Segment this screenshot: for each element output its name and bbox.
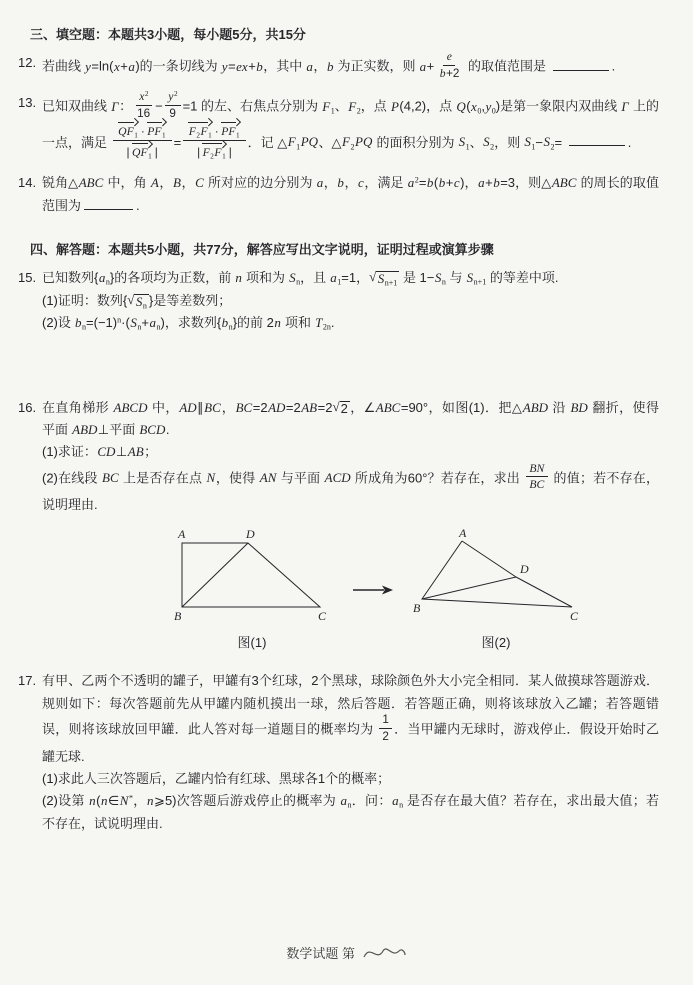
- fig2-label-D: D: [520, 561, 529, 576]
- fig2-label-A: A: [459, 526, 467, 540]
- fig2-label-C: C: [570, 608, 579, 623]
- trapezoid-outline: [182, 543, 320, 607]
- problem-16-part-1: (1)求证：CD⊥AB；: [42, 444, 158, 460]
- fig1-label-C: C: [318, 608, 327, 623]
- problem-16-part-2: (2)在线段 BC 上是否存在点 N，使得 AN 与平面 ACD 所成角为60°？若存在，求出 $\frac{BN}{BC}$ 的值；若不存在，说明理由.: [42, 461, 659, 513]
- page-footer: [0, 942, 693, 965]
- edge-DC: [516, 577, 572, 607]
- footer-page-prefix: 第: [342, 945, 356, 961]
- problem-15-part-1: (1)证明：数列{ √ Sn }是等差数列；: [42, 291, 232, 311]
- problem-17-part-1: (1)求此人三次答题后，乙罐内恰有红球、黑球各1个的概率；: [42, 771, 391, 786]
- figure-1: [168, 527, 336, 655]
- problem-13: [18, 89, 659, 163]
- problem-17-number: 17.: [18, 673, 37, 689]
- fig1-label-A: A: [178, 526, 186, 541]
- fig1-label-D: D: [246, 526, 255, 541]
- problem-12-text: 若曲线 y=ln(x+a)的一条切线为 y=ex+b，其中 a，b 为正实数，则 a+ $\frac{e}{b+2}$ 的取值范围是 .: [42, 50, 616, 81]
- fig1-label-B: B: [174, 608, 182, 623]
- problem-16: [18, 397, 659, 517]
- problem-16-text: 在直角梯形 ABCD 中，AD∥BC，BC=2AD=2AB=2 √ 2 ，∠ABC=90°，如图(1)．把△ABD 沿 BD 翻折，使得平面 ABD⊥平面 BCD.: [42, 398, 659, 437]
- section-3-heading: 三、填空题：本题共3小题，每小题5分，共15分: [30, 27, 306, 42]
- problem-17: [18, 670, 659, 835]
- figure-1-trapezoid: [168, 527, 336, 623]
- problem-15-part-2: (2)设 $bn=(-1)^n\cdot(Sn+an)$，求数列{bn}的前 2n 项和 T2n.: [42, 315, 335, 332]
- problem-16-number: 16.: [18, 399, 37, 415]
- footer-title: 数学试题: [286, 945, 339, 961]
- edges-AB-BC: [422, 541, 572, 607]
- problem-15-number: 15.: [18, 270, 37, 286]
- fold-arrow-icon: [350, 582, 394, 598]
- figure-2: [408, 527, 584, 655]
- section-4-heading: 四、解答题：本题共5小题，共77分，解答应写出文字说明，证明过程或演算步骤: [30, 241, 494, 257]
- handwritten-page-mark: [361, 942, 407, 964]
- problem-14-text: 锐角△ABC 中，角 A，B，C 所对应的边分别为 a，b，c，满足 $a^2=b(b+c)$，a+b=3，则△ABC 的周长的取值范围为 .: [42, 175, 659, 213]
- problem-17-text: 有甲、乙两个不透明的罐子，甲罐有3个红球，2个黑球，球除颜色外大小完全相同．某人做摸球答题游戏．规则如下：每次答题前先从甲罐内随机摸出一球，然后答题．若答题正确，则将该球放入乙罐；若答题错误，则将该球放回甲罐．此人答对每一道题目的概率均为 $\frac{1}{2}$ ．当甲罐内无球时，游戏停止．假设开始时乙罐无球.: [42, 673, 659, 764]
- problem-13-text: 已知双曲线 Γ： $\frac{x^2}{16}$ − $\frac{y^2}{9}$ =1 的左、右焦点分别为 F1、F2，点 P(4,2)，点 Q(x0,y0)是第一象限内双曲线 Γ 上的一点，满足 $\frac{QF1 \cdot PF1}{| QF1 |}$ = $\frac{F2F1 \cdot PF1}{| F2F1 |}$ ．记 △F1PQ、△F2PQ 的面积分别为 S1、S2，则 S1−S2= .: [42, 89, 659, 161]
- figures-row: [168, 527, 584, 655]
- edges-AD-DB: [422, 541, 516, 599]
- problem-14-number: 14.: [18, 175, 37, 191]
- problem-12-number: 12.: [18, 55, 37, 71]
- problem-14: [18, 172, 659, 217]
- figure-2-caption: 图(2): [481, 634, 511, 650]
- problem-12: [18, 52, 659, 83]
- figure-1-caption: 图(1): [237, 634, 267, 650]
- fig2-label-B: B: [413, 600, 421, 615]
- figure-2-folded-solid: [408, 527, 584, 623]
- problem-15-text: 已知数列{an}的各项均为正数，前 n 项和为 Sn，且 a1=1， √ Sn+1 是 1−Sn 与 Sn+1 的等差中项.: [42, 269, 559, 288]
- problem-17-part-2: (2)设第 n(n∈N*，n⩾5)次答题后游戏停止的概率为 an．问：an 是否存在最大值？若存在，求出最大值；若不存在，试说明理由.: [42, 793, 659, 831]
- problem-13-number: 13.: [18, 94, 37, 110]
- problem-15: [18, 267, 659, 334]
- diagonal-BD: [182, 543, 248, 607]
